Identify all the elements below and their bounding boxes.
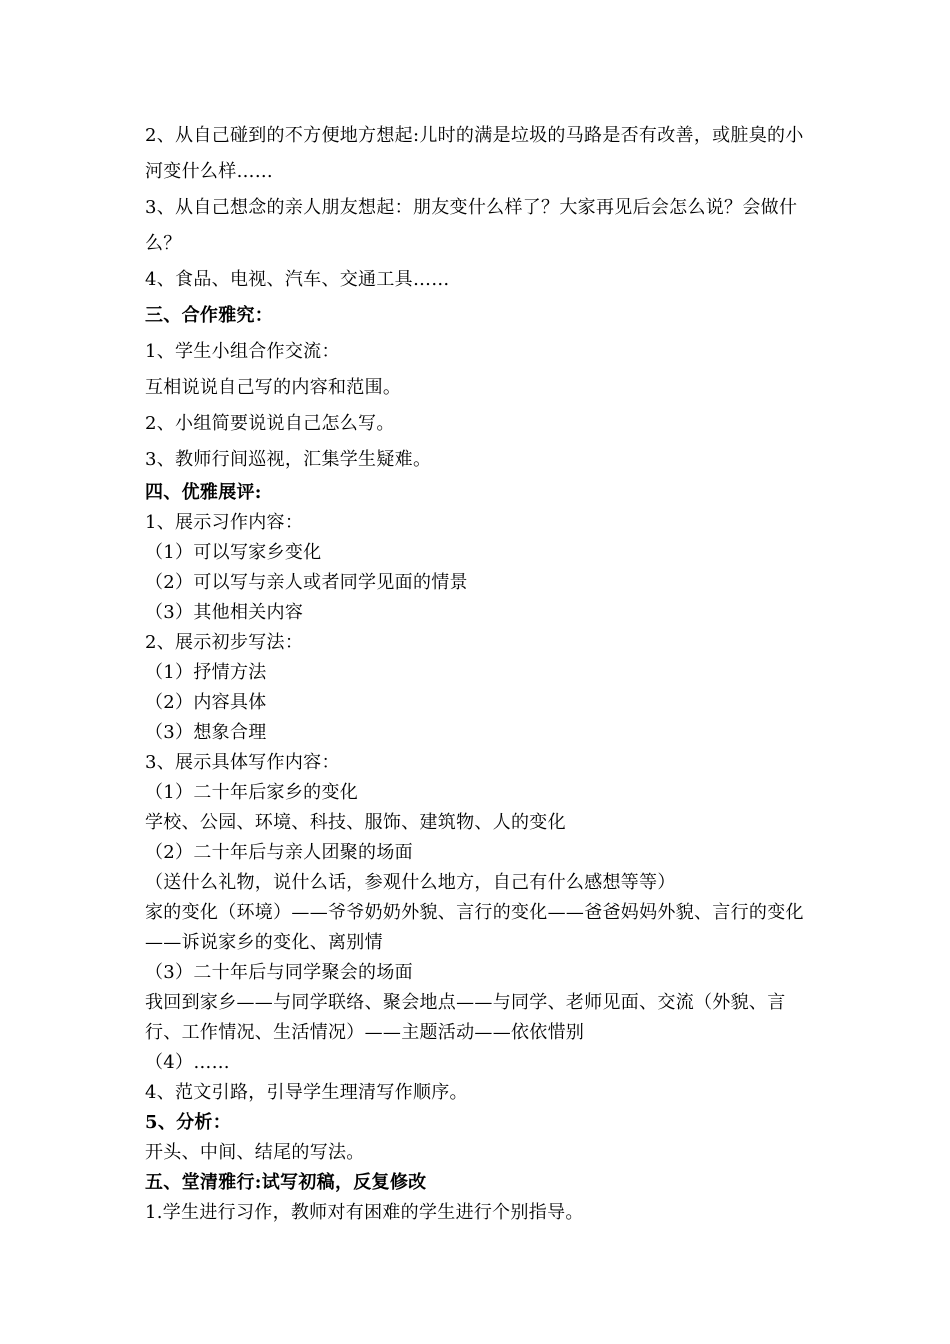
paragraph-model-essay: 4、范文引路，引导学生理清写作顺序。 <box>145 1082 468 1103</box>
paragraph-show-content: 1、展示习作内容： <box>145 512 304 533</box>
paragraph-family-changes: 家的变化（环境）——爷爷奶奶外貌、言行的变化——爸爸妈妈外貌、言行的变化——诉说家乡的变化、离别情 <box>145 902 804 953</box>
paragraph-item-2-observe: 2、从自己碰到的不方便地方想起:儿时的满是垃圾的马路是否有改善，或脏臭的小河变什么样…… <box>145 125 804 182</box>
paragraph-group-discussion: 1、学生小组合作交流： <box>145 341 340 362</box>
paragraph-analysis-heading: 5、分析： <box>145 1112 232 1133</box>
paragraph-show-method: 2、展示初步写法： <box>145 632 304 653</box>
list-item: （2）可以写与亲人或者同学见面的情景 <box>145 572 468 593</box>
paragraph-structure: 开头、中间、结尾的写法。 <box>145 1142 365 1163</box>
paragraph-reunion-notes: （送什么礼物，说什么话，参观什么地方，自己有什么感想等等） <box>145 872 676 893</box>
paragraph-item-3-relatives: 3、从自己想念的亲人朋友想起：朋友变什么样了？大家再见后会怎么说？会做什么？ <box>145 197 798 254</box>
paragraph-student-writing: 1.学生进行习作，教师对有困难的学生进行个别指导。 <box>145 1202 584 1223</box>
list-item: （2）二十年后与亲人团聚的场面 <box>145 842 413 863</box>
paragraph-teacher-patrol: 3、教师行间巡视，汇集学生疑难。 <box>145 449 432 470</box>
document-page <box>145 118 810 1228</box>
list-item: （3）其他相关内容 <box>145 602 304 623</box>
paragraph-classmate-reunion: 我回到家乡——与同学联络、聚会地点——与同学、老师见面、交流（外貌、言行、工作情况、生活情况）——主题活动——依依惜别 <box>145 992 786 1043</box>
list-item: （3）想象合理 <box>145 722 267 743</box>
list-item: （4）…… <box>145 1052 230 1073</box>
paragraph-mutual-talk: 互相说说自己写的内容和范围。 <box>145 377 402 398</box>
paragraph-hometown-changes: 学校、公园、环境、科技、服饰、建筑物、人的变化 <box>145 812 566 833</box>
section-heading-3: 三、合作雅究： <box>145 305 274 326</box>
paragraph-group-brief: 2、小组简要说说自己怎么写。 <box>145 413 395 434</box>
list-item: （2）内容具体 <box>145 692 267 713</box>
list-item: （1）可以写家乡变化 <box>145 542 322 563</box>
paragraph-show-detail: 3、展示具体写作内容： <box>145 752 340 773</box>
paragraph-item-4-topics: 4、食品、电视、汽车、交通工具…… <box>145 269 450 290</box>
list-item: （3）二十年后与同学聚会的场面 <box>145 962 413 983</box>
list-item: （1）抒情方法 <box>145 662 267 683</box>
list-item: （1）二十年后家乡的变化 <box>145 782 359 803</box>
section-heading-4: 四、优雅展评: <box>145 482 262 503</box>
section-heading-5: 五、堂清雅行:试写初稿，反复修改 <box>145 1172 427 1193</box>
